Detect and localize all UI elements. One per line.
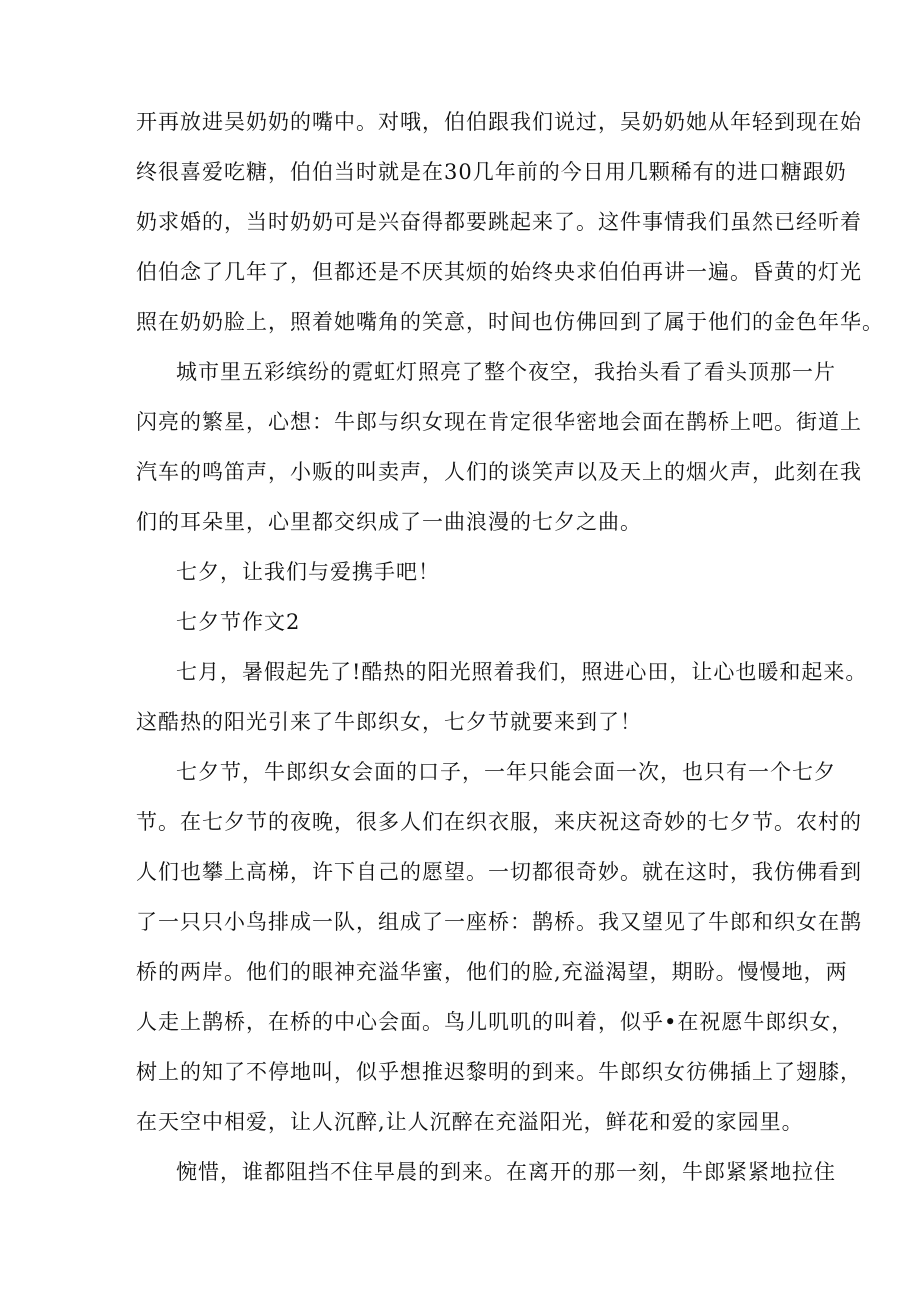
text-line: 在天空中相爱，让人沉醉,让人沉醉在充溢阳光，鲜花和爱的家园里。 xyxy=(136,1110,804,1134)
text-line: 人们也攀上高梯，许下自己的愿望。一切都很奇妙。就在这时，我仿佛看到 xyxy=(136,860,862,884)
text-line: 闪亮的繁星，心想：牛郎与织女现在肯定很华密地会面在鹊桥上吧。街道上 xyxy=(136,410,862,434)
text-line: 节。在七夕节的夜晚，很多人们在织衣服，来庆祝这奇妙的七夕节。农村的 xyxy=(136,810,862,834)
text-line: 奶求婚的，当时奶奶可是兴奋得都要跳起来了。这件事情我们虽然已经听着 xyxy=(136,210,862,234)
text-line: 七月，暑假起先了!酷热的阳光照着我们，照进心田，让心也暖和起来。 xyxy=(176,660,868,684)
text-line: 七夕节，牛郎织女会面的口子，一年只能会面一次，也只有一个七夕 xyxy=(176,760,836,784)
text-line: 伯伯念了几年了，但都还是不厌其烦的始终央求伯伯再讲一遍。昏黄的灯光 xyxy=(136,260,862,284)
text-line: 桥的两岸。他们的眼神充溢华蜜，他们的脸,充溢渴望，期盼。慢慢地，两 xyxy=(136,960,848,984)
text-line: 开再放进吴奶奶的嘴中。对哦，伯伯跟我们说过，吴奶奶她从年轻到现在始 xyxy=(136,110,862,134)
text-line: 人走上鹊桥，在桥的中心会面。鸟儿叽叽的叫着，似乎•在祝愿牛郎织女， xyxy=(136,1010,854,1034)
text-line: 城市里五彩缤纷的霓虹灯照亮了整个夜空，我抬头看了看头顶那一片 xyxy=(176,360,836,384)
text-line: 七夕，让我们与爱携手吧！ xyxy=(176,560,440,584)
text-line: 这酷热的阳光引来了牛郎织女，七夕节就要来到了！ xyxy=(136,710,642,734)
text-line: 了一只只小鸟排成一队，组成了一座桥：鹊桥。我又望见了牛郎和织女在鹊 xyxy=(136,910,862,934)
text-line: 照在奶奶脸上，照着她嘴角的笑意，时间也仿佛回到了属于他们的金色年华。 xyxy=(136,310,884,334)
text-line: 们的耳朵里，心里都交织成了一曲浪漫的七夕之曲。 xyxy=(136,510,642,534)
text-line: 汽车的鸣笛声，小贩的叫卖声，人们的谈笑声以及天上的烟火声，此刻在我 xyxy=(136,460,862,484)
text-line: 惋惜，谁都阻挡不住早晨的到来。在离开的那一刻，牛郎紧紧地拉住 xyxy=(176,1160,836,1184)
section-title: 七夕节作文2 xyxy=(176,610,301,634)
text-line: 树上的知了不停地叫，似乎想推迟黎明的到来。牛郎织女彷佛插上了翅膝， xyxy=(136,1060,862,1084)
text-line: 终很喜爱吃糖，伯伯当时就是在30几年前的今日用几颗稀有的进口糖跟奶 xyxy=(136,160,847,184)
